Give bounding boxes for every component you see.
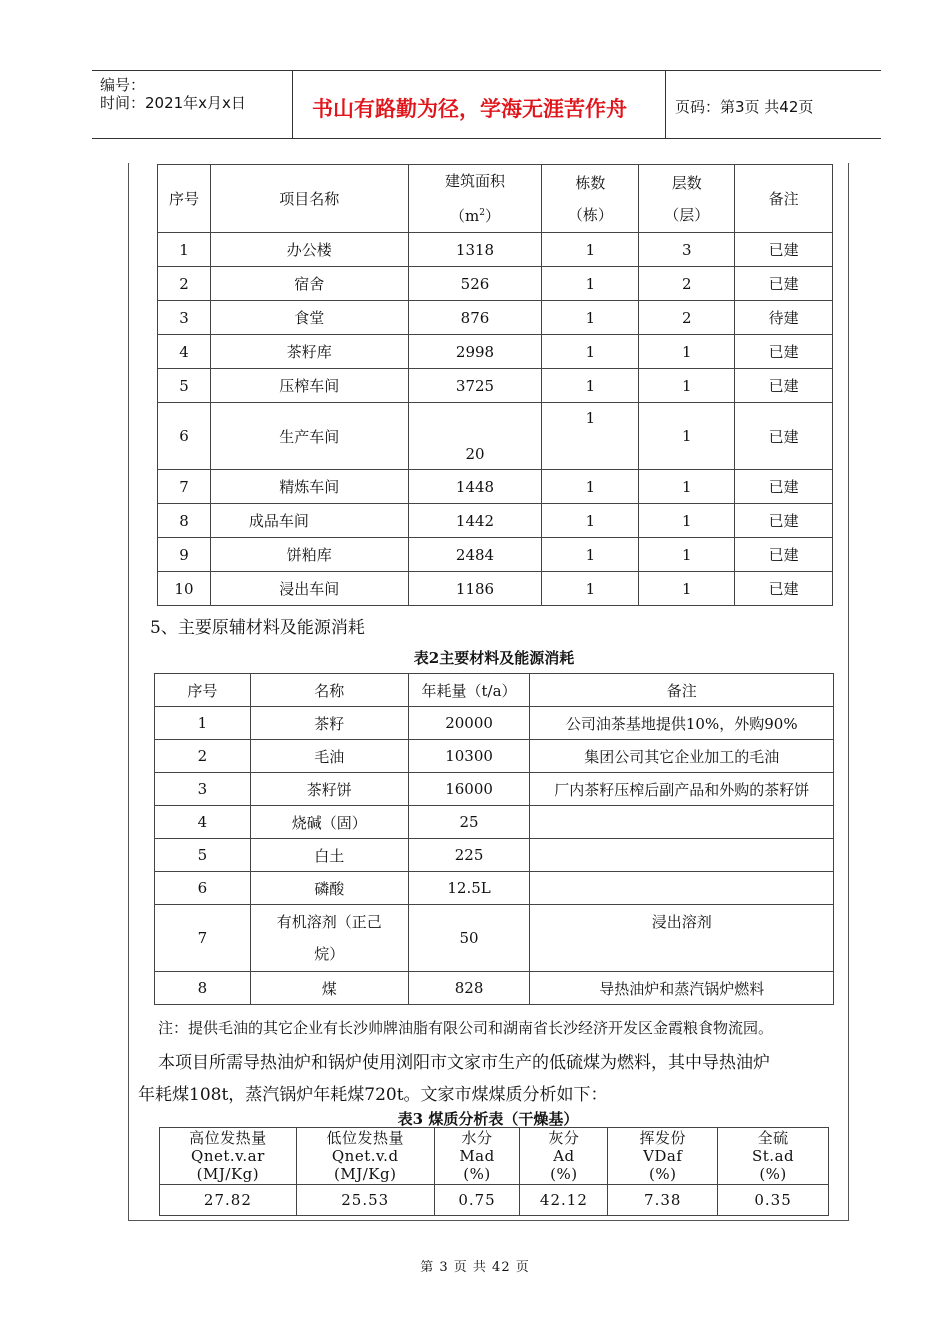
table3-caption: 表3 煤质分析表（干燥基） (397, 1110, 579, 1128)
col-header-line: Qnet.v.ar (191, 1147, 265, 1165)
cell: 集团公司其它企业加工的毛油 (530, 740, 834, 773)
cell: 厂内茶籽压榨后副产品和外购的茶籽饼 (530, 773, 834, 806)
materials-table (154, 673, 834, 1005)
cell: 25.53 (296, 1185, 434, 1216)
cell: 2998 (408, 335, 542, 369)
cell: 3 (158, 301, 211, 335)
col-header: 备注 (530, 674, 834, 707)
header-top-rule (92, 70, 881, 71)
cell: 10300 (408, 740, 530, 773)
cell: 3 (639, 233, 735, 267)
cell: 6 (155, 872, 251, 905)
header-time-label: 时间：2021年x月x日 (100, 94, 246, 112)
table-row (158, 267, 833, 301)
cell: 20 (408, 403, 542, 470)
col-header-line: (MJ/Kg) (196, 1165, 260, 1183)
building-table (157, 164, 833, 606)
col-header (408, 165, 542, 233)
cell: 4 (155, 806, 251, 839)
table-row (155, 905, 834, 972)
col-header-line: 灰分 (548, 1129, 580, 1147)
cell: 已建 (735, 403, 833, 470)
col-header-line: (MJ/Kg) (333, 1165, 397, 1183)
col-header-line: VDaf (643, 1147, 683, 1165)
col-header (434, 1128, 520, 1185)
col-header-line: 全硫 (757, 1129, 789, 1147)
cell: 4 (158, 335, 211, 369)
col-header-line: 建筑面积 (444, 172, 505, 190)
table-row (158, 301, 833, 335)
cell: 1318 (408, 233, 542, 267)
col-header-line: 低位发热量 (326, 1129, 404, 1147)
cell: 浸出溶剂 (530, 905, 834, 972)
col-header-line: Qnet.v.d (331, 1147, 399, 1165)
table-header-row (158, 165, 833, 233)
cell: 7 (155, 905, 251, 972)
table-row (158, 233, 833, 267)
cell: 生产车间 (210, 403, 408, 470)
cell: 5 (155, 839, 251, 872)
cell: 20000 (408, 707, 530, 740)
cell: 1 (639, 369, 735, 403)
cell: 12.5L (408, 872, 530, 905)
cell-line: 有机溶剂（正己 (276, 913, 382, 931)
cell: 6 (158, 403, 211, 470)
cell: 3 (155, 773, 251, 806)
cell (250, 905, 408, 972)
cell: 1 (542, 335, 639, 369)
table-row (160, 1185, 829, 1216)
table-header-row (160, 1128, 829, 1185)
cell: 27.82 (160, 1185, 297, 1216)
cell: 毛油 (250, 740, 408, 773)
cell: 压榨车间 (210, 369, 408, 403)
table-row (158, 572, 833, 606)
cell: 876 (408, 301, 542, 335)
cell: 1 (542, 403, 639, 470)
superscript: 2 (479, 208, 485, 218)
col-header: 序号 (158, 165, 211, 233)
cell: 食堂 (210, 301, 408, 335)
cell: 已建 (735, 572, 833, 606)
paragraph-line-2: 年耗煤108t，蒸汽锅炉年耗煤720t。文家市煤煤质分析如下： (138, 1085, 608, 1105)
col-header-line: Mad (459, 1147, 495, 1165)
section-heading: 5、主要原辅材料及能源消耗 (150, 618, 365, 638)
cell: 待建 (735, 301, 833, 335)
cell: 9 (158, 538, 211, 572)
cell: 1448 (408, 470, 542, 504)
cell: 烧碱（固） (250, 806, 408, 839)
col-header-line: 高位发热量 (189, 1129, 267, 1147)
table-row (158, 470, 833, 504)
col-header (718, 1128, 829, 1185)
cell: 1 (542, 267, 639, 301)
header-divider-left (292, 70, 293, 139)
col-header: 项目名称 (210, 165, 408, 233)
cell (530, 806, 834, 839)
cell: 1 (155, 707, 251, 740)
cell: 225 (408, 839, 530, 872)
cell: 7.38 (608, 1185, 718, 1216)
cell: 1 (639, 572, 735, 606)
table-row (158, 369, 833, 403)
header-divider-right (665, 70, 666, 139)
cell: 磷酸 (250, 872, 408, 905)
cell: 茶籽 (250, 707, 408, 740)
table-row (158, 504, 833, 538)
cell: 精炼车间 (210, 470, 408, 504)
cell: 已建 (735, 538, 833, 572)
col-header (639, 165, 735, 233)
col-header-line: (%) (649, 1165, 677, 1183)
cell: 1 (639, 470, 735, 504)
cell: 1442 (408, 504, 542, 538)
col-header: 备注 (735, 165, 833, 233)
cell: 1 (158, 233, 211, 267)
cell: 已建 (735, 504, 833, 538)
cell: 1 (542, 470, 639, 504)
col-header (296, 1128, 434, 1185)
cell: 1 (542, 301, 639, 335)
col-header-unit: $(m^2)$ (450, 207, 500, 225)
cell: 1186 (408, 572, 542, 606)
col-header: 年耗量（t/a） (408, 674, 530, 707)
cell: 0.35 (718, 1185, 829, 1216)
col-header (160, 1128, 297, 1185)
table-row (158, 538, 833, 572)
cell: 饼粕库 (210, 538, 408, 572)
cell: 1 (639, 538, 735, 572)
table2-note: 注：提供毛油的其它企业有长沙帅牌油脂有限公司和湖南省长沙经济开发区金霞粮食物流园。 (158, 1019, 774, 1037)
cell: 8 (155, 972, 251, 1005)
col-header-unit: （栋） (567, 205, 613, 224)
cell: 2 (639, 301, 735, 335)
cell: 1 (542, 504, 639, 538)
cell: 5 (158, 369, 211, 403)
header-number-label: 编号： (100, 76, 146, 94)
cell: 1 (639, 403, 735, 470)
cell: 成品车间 (210, 504, 408, 538)
table-row (155, 740, 834, 773)
header-motto: 书山有路勤为径，学海无涯苦作舟 (312, 96, 627, 121)
cell: 526 (408, 267, 542, 301)
coal-quality-table (159, 1127, 829, 1216)
cell: 已建 (735, 369, 833, 403)
cell-line: 烷） (314, 945, 345, 963)
cell: 1 (542, 369, 639, 403)
header-bottom-rule (92, 138, 881, 139)
col-header (608, 1128, 718, 1185)
cell: 25 (408, 806, 530, 839)
cell (530, 839, 834, 872)
cell: 42.12 (520, 1185, 608, 1216)
cell: 白土 (250, 839, 408, 872)
col-header-line: (%) (463, 1165, 491, 1183)
cell: 1 (639, 504, 735, 538)
cell: 已建 (735, 267, 833, 301)
cell: 办公楼 (210, 233, 408, 267)
table-row (155, 806, 834, 839)
cell: 8 (158, 504, 211, 538)
table2-caption: 表2主要材料及能源消耗 (413, 649, 575, 667)
cell: 1 (542, 233, 639, 267)
cell: 已建 (735, 335, 833, 369)
col-header: 名称 (250, 674, 408, 707)
header-page-label: 页码：第3页 共42页 (675, 98, 814, 116)
table-row (158, 403, 833, 470)
cell: 导热油炉和蒸汽锅炉燃料 (530, 972, 834, 1005)
cell: 50 (408, 905, 530, 972)
cell: 茶籽饼 (250, 773, 408, 806)
table-row (155, 872, 834, 905)
cell: 2484 (408, 538, 542, 572)
page-footer: 第 3 页 共 42 页 (420, 1260, 530, 1275)
cell: 茶籽库 (210, 335, 408, 369)
cell: 2 (158, 267, 211, 301)
cell: 已建 (735, 470, 833, 504)
cell: 16000 (408, 773, 530, 806)
table-row (155, 707, 834, 740)
col-header (542, 165, 639, 233)
cell: 2 (155, 740, 251, 773)
cell: 煤 (250, 972, 408, 1005)
table-row (155, 773, 834, 806)
col-header-line: (%) (550, 1165, 578, 1183)
table-row (158, 335, 833, 369)
cell: 1 (542, 538, 639, 572)
cell: 3725 (408, 369, 542, 403)
table-row (155, 839, 834, 872)
cell: 已建 (735, 233, 833, 267)
cell: 10 (158, 572, 211, 606)
col-header-line: 栋数 (575, 173, 606, 192)
cell: 7 (158, 470, 211, 504)
col-header-line: 挥发份 (639, 1129, 686, 1147)
paragraph-line-1: 本项目所需导热油炉和锅炉使用浏阳市文家市生产的低硫煤为燃料，其中导热油炉 (158, 1053, 770, 1073)
col-header: 序号 (155, 674, 251, 707)
col-header-line: (%) (759, 1165, 787, 1183)
cell: 828 (408, 972, 530, 1005)
cell: 0.75 (434, 1185, 520, 1216)
cell: 2 (639, 267, 735, 301)
cell: 1 (639, 335, 735, 369)
col-header-unit: （层） (664, 205, 710, 224)
col-header (520, 1128, 608, 1185)
cell (530, 872, 834, 905)
cell: 浸出车间 (210, 572, 408, 606)
col-header-line: St.ad (752, 1147, 795, 1165)
cell: 公司油茶基地提供10%，外购90% (530, 707, 834, 740)
table-header-row (155, 674, 834, 707)
col-header-line: Ad (553, 1147, 575, 1165)
cell: 1 (542, 572, 639, 606)
cell: 宿舍 (210, 267, 408, 301)
col-header-line: 层数 (671, 173, 702, 192)
col-header-line: 水分 (461, 1129, 493, 1147)
table-row (155, 972, 834, 1005)
